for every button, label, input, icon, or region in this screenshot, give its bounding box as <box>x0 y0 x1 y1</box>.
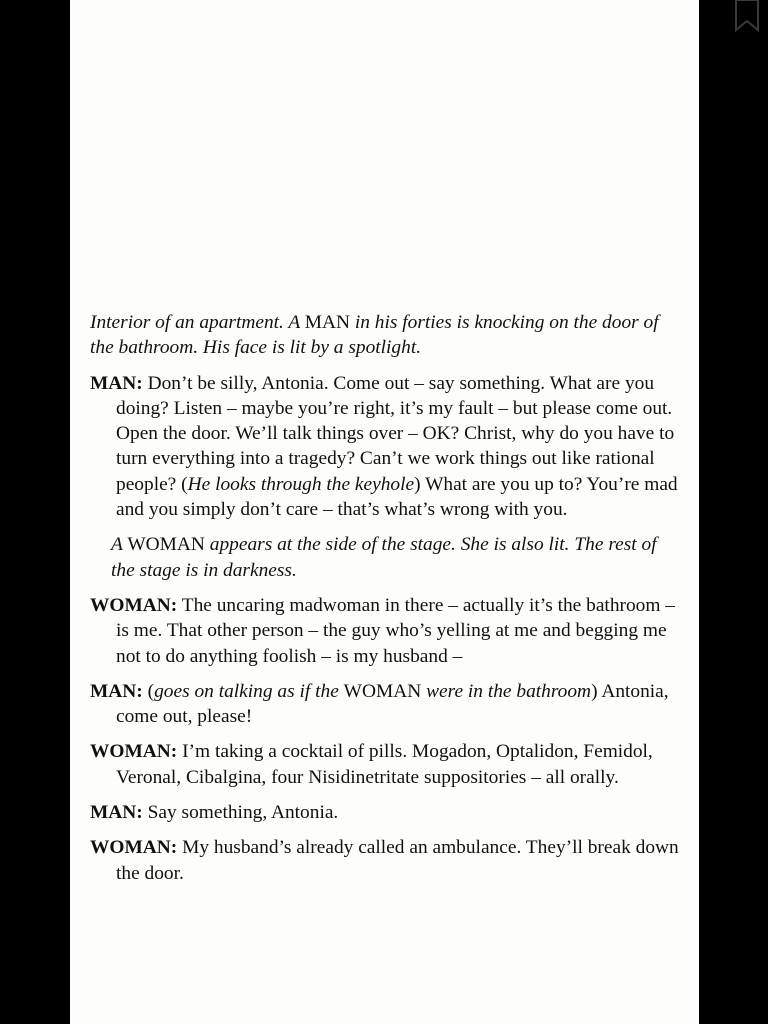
speaker-name: WOMAN: <box>90 837 178 859</box>
dialogue-segment: The uncaring madwoman in there – actually it’s the bathroom – is me. That other person – the guy who’s yelling at me and begging me not to do anything foolish – is my husband – <box>116 594 675 667</box>
dialogue-man-3 <box>90 800 682 825</box>
dialogue-segment: ( <box>142 680 155 702</box>
dialogue-segment: My husband’s already called an ambulance. They’ll break down the door. <box>116 837 679 884</box>
book-page <box>70 0 699 1024</box>
dialogue-segment: I’m taking a cocktail of pills. Mogadon, Optalidon, Femidol, Veronal, Cibalgina, four Nisidinetritate suppositories – all orally. <box>116 741 653 788</box>
dialogue-segment: goes on talking as if the <box>154 680 344 702</box>
bookmark-icon[interactable] <box>734 0 760 32</box>
dialogue-segment: ) Antonia, come out, please! <box>116 680 669 728</box>
stage-direction-intro <box>90 310 682 361</box>
intro-segment: in his forties is knocking on the door of the bathroom. His face is lit by a spotlight. <box>90 312 659 359</box>
dialogue-segment: WOMAN <box>343 680 422 702</box>
bookmark-icon-graphic <box>734 0 760 32</box>
intro-segment: Interior of an apartment. A <box>90 312 305 333</box>
stage-segment: appears at the side of the stage. She is also lit. The rest of the stage is in darkness. <box>111 534 657 581</box>
dialogue-man-1 <box>90 371 682 523</box>
dialogue-segment: ) What are you up to? You’re mad and you simply don’t care – that’s what’s wrong with you. <box>116 473 678 521</box>
dialogue-woman-1 <box>90 593 682 669</box>
stage-direction-woman-appears <box>90 532 682 583</box>
intro-segment: MAN <box>304 312 350 333</box>
dialogue-segment: Say something, Antonia. <box>142 802 339 824</box>
stage-segment: WOMAN <box>127 534 205 556</box>
dialogue-segment: Don’t be silly, Antonia. Come out – say something. What are you doing? Listen – maybe you’re right, it’s my fault – but please come out. Open the door. We’ll talk things over – OK? Christ, why do you have to turn everything into a tragedy? Can’t we work things out like rational people? ( <box>116 372 675 495</box>
play-script-text <box>90 310 682 896</box>
dialogue-man-2 <box>90 679 682 730</box>
dialogue-woman-3 <box>90 835 682 886</box>
dialogue-segment: He looks through the keyhole <box>187 473 415 495</box>
dialogue-segment: were in the bathroom <box>421 680 592 702</box>
speaker-name: WOMAN: <box>90 741 178 763</box>
speaker-name: MAN: <box>90 680 143 702</box>
stage-segment: A <box>111 534 128 556</box>
speaker-name: MAN: <box>90 802 143 824</box>
dialogue-woman-2 <box>90 739 682 790</box>
speaker-name: MAN: <box>90 372 143 394</box>
speaker-name: WOMAN: <box>90 594 178 616</box>
